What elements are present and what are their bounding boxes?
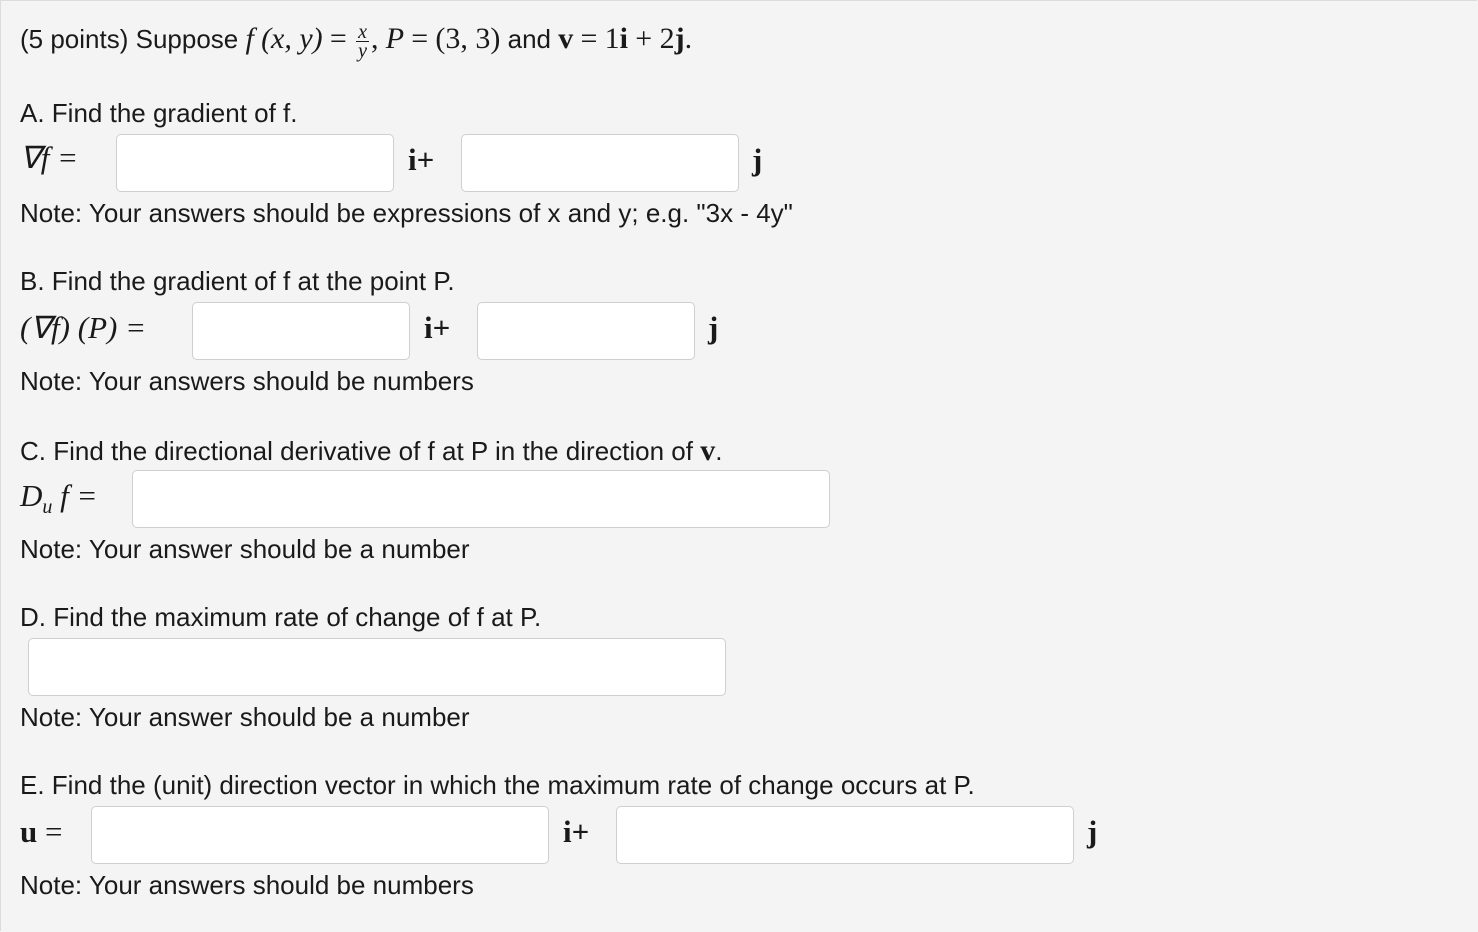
comma: , <box>370 22 379 55</box>
part-e-prompt: E. Find the (unit) direction vector in which the maximum rate of change occurs at P. <box>20 770 975 800</box>
part-a-label: ∇f = <box>20 140 79 175</box>
part-e-label-eq: = <box>45 814 63 849</box>
equals-sign: = <box>329 22 347 55</box>
part-b-j-input[interactable] <box>477 302 695 360</box>
function-name: f <box>245 22 254 55</box>
part-e-j-label: j <box>1087 814 1098 849</box>
part-b-i-label: i+ <box>424 310 451 345</box>
part-a-j-input[interactable] <box>461 134 739 192</box>
part-b-note: Note: Your answers should be numbers <box>20 366 474 396</box>
part-b-i-input[interactable] <box>192 302 410 360</box>
part-c-prompt-text: C. Find the directional derivative of f at P in the direction of <box>20 436 693 466</box>
fraction-denominator: y <box>358 39 367 62</box>
part-a-prompt: A. Find the gradient of f. <box>20 98 298 128</box>
part-e-i-label: i+ <box>563 814 590 849</box>
vector-coef-1: 1 <box>604 22 620 55</box>
part-d-note: Note: Your answer should be a number <box>20 702 470 732</box>
function-args: (x, y) <box>261 22 323 55</box>
points-text: (5 points) Suppose <box>20 24 239 54</box>
vector-name: v <box>558 22 574 55</box>
part-e-label-u: u <box>20 814 38 849</box>
problem-statement <box>20 22 692 60</box>
part-e-note: Note: Your answers should be numbers <box>20 870 474 900</box>
part-d-input[interactable] <box>28 638 726 696</box>
part-a-note: Note: Your answers should be expressions of x and y; e.g. "3x - 4y" <box>20 198 793 228</box>
part-e-i-input[interactable] <box>91 806 549 864</box>
vector-j: j <box>674 22 685 55</box>
part-c-vector: v <box>700 434 716 467</box>
part-c-label <box>20 478 97 519</box>
part-c-prompt <box>20 434 722 468</box>
fraction-numerator: x <box>358 20 367 43</box>
vector-equals: = <box>580 22 598 55</box>
and-word: and <box>507 24 552 54</box>
part-a-i-label: i+ <box>408 142 435 177</box>
part-b-j-label: j <box>708 310 719 345</box>
function-fraction <box>356 20 369 62</box>
vector-plus-coef-2: + 2 <box>635 22 675 55</box>
point-equals: = <box>411 22 429 55</box>
part-c-input[interactable] <box>132 470 830 528</box>
part-c-label-d: D <box>20 478 43 513</box>
point-value: (3, 3) <box>435 22 501 55</box>
part-e-j-input[interactable] <box>616 806 1074 864</box>
part-d-prompt: D. Find the maximum rate of change of f at P. <box>20 602 542 632</box>
part-a-j-label: j <box>752 142 763 177</box>
part-b-label: (∇f) (P) = <box>20 310 146 345</box>
part-c-period: . <box>715 436 723 466</box>
point-name: P <box>385 22 405 55</box>
part-c-label-sub: u <box>42 496 53 519</box>
part-c-label-rest: f = <box>60 478 98 513</box>
part-c-note: Note: Your answer should be a number <box>20 534 470 564</box>
vector-i: i <box>619 22 628 55</box>
part-a-i-input[interactable] <box>116 134 394 192</box>
part-e-label <box>20 814 62 850</box>
part-b-prompt: B. Find the gradient of f at the point P. <box>20 266 455 296</box>
period: . <box>684 22 693 55</box>
